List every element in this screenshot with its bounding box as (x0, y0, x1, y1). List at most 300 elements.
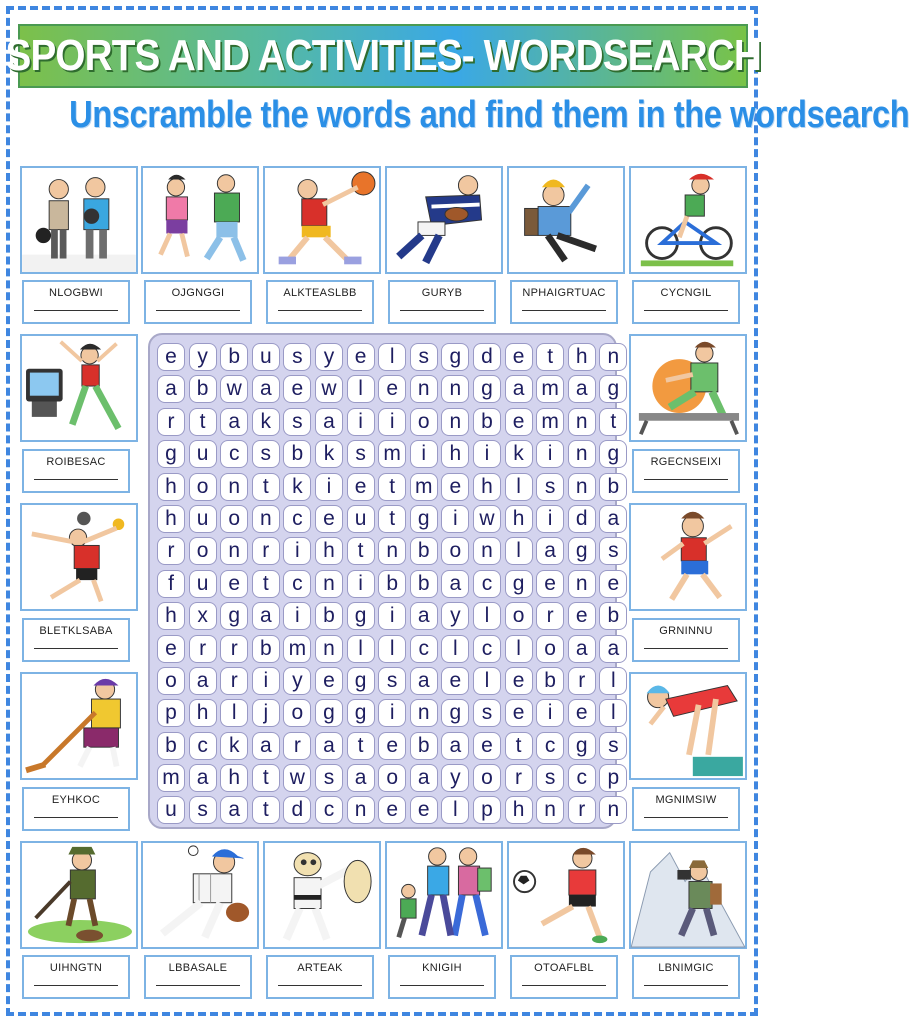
letter-cell[interactable]: a (410, 764, 438, 792)
scrambled-word: OTOAFLBL (534, 962, 594, 974)
letter-cell[interactable]: s (410, 343, 438, 371)
letter-cell[interactable]: c (410, 635, 438, 663)
letter-cell[interactable]: t (252, 796, 280, 824)
answer-line[interactable] (34, 479, 117, 480)
letter-cell[interactable]: r (568, 796, 596, 824)
hockey-picture (20, 672, 138, 780)
letter-cell[interactable]: n (252, 505, 280, 533)
letter-cell[interactable]: b (378, 570, 406, 598)
letter-cell[interactable]: u (347, 505, 375, 533)
letter-cell[interactable]: h (473, 473, 501, 501)
clue-label (632, 787, 740, 831)
letter-cell[interactable]: o (157, 667, 185, 695)
letter-cell[interactable]: e (378, 732, 406, 760)
clue-label (22, 618, 130, 662)
letter-cell[interactable]: u (252, 343, 280, 371)
letter-cell[interactable]: c (473, 635, 501, 663)
letter-cell[interactable]: o (378, 764, 406, 792)
scrambled-word: RGECNSEIXI (650, 456, 722, 468)
letter-cell[interactable]: i (410, 440, 438, 468)
letter-cell[interactable]: b (252, 635, 280, 663)
letter-cell[interactable]: a (599, 505, 627, 533)
letter-cell[interactable]: h (220, 764, 248, 792)
scrambled-word: NLOGBWI (48, 287, 104, 299)
climbing-picture (629, 841, 747, 949)
scrambled-word: EYHKOC (51, 794, 101, 806)
letter-cell[interactable]: s (599, 732, 627, 760)
scrambled-word: GURYB (421, 287, 463, 299)
letter-cell[interactable]: h (189, 699, 217, 727)
karate-picture (263, 841, 381, 949)
letter-cell[interactable]: b (189, 375, 217, 403)
letter-cell[interactable]: i (252, 667, 280, 695)
letter-cell[interactable]: t (347, 732, 375, 760)
letter-cell[interactable]: c (315, 796, 343, 824)
letter-cell[interactable]: r (536, 602, 564, 630)
letter-cell[interactable]: m (536, 408, 564, 436)
letter-cell[interactable]: e (568, 699, 596, 727)
letter-cell[interactable]: h (505, 796, 533, 824)
letter-cell[interactable]: g (441, 699, 469, 727)
letter-cell[interactable]: m (536, 375, 564, 403)
letter-cell[interactable]: g (599, 440, 627, 468)
letter-cell[interactable]: a (220, 408, 248, 436)
letter-cell[interactable]: y (441, 764, 469, 792)
answer-line[interactable] (34, 985, 117, 986)
scrambled-word: KNIGIH (422, 962, 462, 974)
letter-cell[interactable]: t (378, 505, 406, 533)
letter-cell[interactable]: e (347, 473, 375, 501)
letter-cell[interactable]: a (220, 796, 248, 824)
clue-label (22, 449, 130, 493)
letter-cell[interactable]: l (347, 635, 375, 663)
letter-cell[interactable]: y (283, 667, 311, 695)
letter-cell[interactable]: o (473, 764, 501, 792)
letter-cell[interactable]: o (189, 537, 217, 565)
letter-cell[interactable]: n (220, 537, 248, 565)
letter-cell[interactable]: g (505, 570, 533, 598)
hunting-picture (20, 841, 138, 949)
letter-cell[interactable]: a (157, 375, 185, 403)
letter-cell[interactable]: y (441, 602, 469, 630)
letter-cell[interactable]: n (378, 537, 406, 565)
swimming-picture (629, 672, 747, 780)
letter-cell[interactable]: n (441, 408, 469, 436)
letter-cell[interactable]: d (473, 343, 501, 371)
letter-cell[interactable]: i (473, 440, 501, 468)
letter-cell[interactable]: w (220, 375, 248, 403)
letter-cell[interactable]: u (189, 570, 217, 598)
answer-line[interactable] (156, 985, 239, 986)
letter-cell[interactable]: g (157, 440, 185, 468)
letter-cell[interactable]: b (283, 440, 311, 468)
letter-cell[interactable]: o (410, 408, 438, 436)
letter-cell[interactable]: i (315, 473, 343, 501)
letter-cell[interactable]: l (505, 473, 533, 501)
clue-label (266, 280, 374, 324)
letter-cell[interactable]: a (347, 764, 375, 792)
letter-cell[interactable]: l (473, 602, 501, 630)
letter-cell[interactable]: t (378, 473, 406, 501)
letter-cell[interactable]: b (315, 602, 343, 630)
letter-cell[interactable]: n (315, 570, 343, 598)
letter-cell[interactable]: h (505, 505, 533, 533)
letter-cell[interactable]: a (568, 375, 596, 403)
letter-cell[interactable]: k (283, 473, 311, 501)
letter-cell[interactable]: t (347, 537, 375, 565)
letter-cell[interactable]: g (347, 602, 375, 630)
letter-cell[interactable]: l (599, 667, 627, 695)
letter-cell[interactable]: i (441, 505, 469, 533)
letter-cell[interactable]: t (252, 473, 280, 501)
letter-cell[interactable]: y (189, 343, 217, 371)
letter-cell[interactable]: s (536, 473, 564, 501)
answer-line[interactable] (522, 985, 605, 986)
letter-cell[interactable]: n (315, 635, 343, 663)
letter-cell[interactable]: a (189, 764, 217, 792)
basketball-picture (263, 166, 381, 274)
letter-cell[interactable]: w (283, 764, 311, 792)
letter-cell[interactable]: h (441, 440, 469, 468)
letter-cell[interactable]: l (505, 537, 533, 565)
letter-cell[interactable]: g (220, 602, 248, 630)
letter-cell[interactable]: l (473, 667, 501, 695)
clue-label (22, 787, 130, 831)
bowling-picture (20, 166, 138, 274)
instructions: Unscramble the words and find them in the wordsearch (69, 94, 909, 136)
answer-line[interactable] (34, 817, 117, 818)
letter-cell[interactable]: e (505, 343, 533, 371)
letter-cell[interactable]: f (157, 570, 185, 598)
letter-cell[interactable]: l (378, 343, 406, 371)
letter-cell[interactable]: k (220, 732, 248, 760)
letter-cell[interactable]: i (536, 699, 564, 727)
letter-cell[interactable]: p (473, 796, 501, 824)
clue-label (510, 280, 618, 324)
letter-cell[interactable]: s (599, 537, 627, 565)
letter-cell[interactable]: i (378, 602, 406, 630)
letter-cell[interactable]: h (157, 505, 185, 533)
clue-label (632, 280, 740, 324)
answer-line[interactable] (400, 985, 483, 986)
letter-cell[interactable]: m (283, 635, 311, 663)
letter-cell[interactable]: k (505, 440, 533, 468)
letter-cell[interactable]: d (283, 796, 311, 824)
letter-cell[interactable]: a (599, 635, 627, 663)
letter-cell[interactable]: a (189, 667, 217, 695)
answer-line[interactable] (34, 310, 117, 311)
scrambled-word: LBBASALE (168, 962, 228, 974)
letter-cell[interactable]: a (315, 732, 343, 760)
clue-label (22, 280, 130, 324)
letter-cell[interactable]: n (473, 537, 501, 565)
letter-cell[interactable]: e (599, 570, 627, 598)
letter-cell[interactable]: i (347, 570, 375, 598)
letter-cell[interactable]: e (505, 667, 533, 695)
letter-cell[interactable]: h (315, 537, 343, 565)
letter-cell[interactable]: e (441, 473, 469, 501)
letter-cell[interactable]: e (157, 635, 185, 663)
jogging-picture (141, 166, 259, 274)
letter-cell[interactable]: l (220, 699, 248, 727)
letter-cell[interactable]: a (410, 667, 438, 695)
letter-cell[interactable]: l (599, 699, 627, 727)
letter-cell[interactable]: a (252, 602, 280, 630)
letter-cell[interactable]: o (189, 473, 217, 501)
letter-cell[interactable]: p (599, 764, 627, 792)
letter-cell[interactable]: i (347, 408, 375, 436)
letter-cell[interactable]: o (505, 602, 533, 630)
scrambled-word: LBNIMGIC (658, 962, 714, 974)
letter-cell[interactable]: b (599, 602, 627, 630)
letter-cell[interactable]: b (220, 343, 248, 371)
letter-cell[interactable]: u (189, 440, 217, 468)
scrambled-word: MGNIMSIW (655, 794, 717, 806)
scrambled-word: BLETKLSABA (39, 625, 113, 637)
letter-cell[interactable]: e (378, 796, 406, 824)
letter-cell[interactable]: h (157, 602, 185, 630)
letter-cell[interactable]: g (599, 375, 627, 403)
letter-cell[interactable]: b (473, 408, 501, 436)
letter-cell[interactable]: a (315, 408, 343, 436)
letter-cell[interactable]: g (568, 732, 596, 760)
letter-cell[interactable]: s (347, 440, 375, 468)
letter-cell[interactable]: e (315, 667, 343, 695)
letter-cell[interactable]: e (568, 602, 596, 630)
letter-cell[interactable]: r (505, 764, 533, 792)
letter-cell[interactable]: o (283, 699, 311, 727)
letter-cell[interactable]: n (410, 699, 438, 727)
letter-grid (156, 341, 630, 827)
letter-cell[interactable]: n (568, 408, 596, 436)
letter-cell[interactable]: s (378, 667, 406, 695)
letter-cell[interactable]: s (189, 796, 217, 824)
letter-cell[interactable]: k (252, 408, 280, 436)
letter-cell[interactable]: a (410, 602, 438, 630)
baseball-picture (141, 841, 259, 949)
answer-line[interactable] (400, 310, 483, 311)
letter-cell[interactable]: a (441, 732, 469, 760)
answer-line[interactable] (644, 648, 727, 649)
letter-cell[interactable]: b (410, 537, 438, 565)
letter-cell[interactable]: s (315, 764, 343, 792)
letter-cell[interactable]: l (505, 635, 533, 663)
letter-cell[interactable]: u (189, 505, 217, 533)
letter-cell[interactable]: g (347, 699, 375, 727)
letter-cell[interactable]: e (410, 796, 438, 824)
letter-cell[interactable]: c (220, 440, 248, 468)
letter-cell[interactable]: m (157, 764, 185, 792)
scrambled-word: ROIBESAC (46, 456, 106, 468)
letter-cell[interactable]: t (252, 570, 280, 598)
aerobics-picture (20, 334, 138, 442)
letter-cell[interactable]: s (473, 699, 501, 727)
hiking-picture (385, 841, 503, 949)
letter-cell[interactable]: y (315, 343, 343, 371)
letter-cell[interactable]: o (536, 635, 564, 663)
letter-cell[interactable]: e (505, 408, 533, 436)
exercising-picture (629, 334, 747, 442)
letter-cell[interactable]: r (283, 732, 311, 760)
letter-cell[interactable]: c (189, 732, 217, 760)
clue-label (632, 618, 740, 662)
letter-cell[interactable]: m (410, 473, 438, 501)
letter-cell[interactable]: g (315, 699, 343, 727)
scrambled-word: ALKTEASLBB (283, 287, 357, 299)
letter-cell[interactable]: j (252, 699, 280, 727)
scrambled-word: ARTEAK (297, 962, 343, 974)
answer-line[interactable] (278, 310, 361, 311)
answer-line[interactable] (644, 310, 727, 311)
letter-cell[interactable]: g (410, 505, 438, 533)
scrambled-word: GRNINNU (659, 625, 713, 637)
answer-line[interactable] (644, 817, 727, 818)
letter-cell[interactable]: n (441, 375, 469, 403)
letter-cell[interactable]: l (378, 635, 406, 663)
letter-cell[interactable]: n (568, 440, 596, 468)
letter-cell[interactable]: t (189, 408, 217, 436)
letter-cell[interactable]: t (252, 764, 280, 792)
letter-cell[interactable]: t (536, 343, 564, 371)
letter-cell[interactable]: e (505, 699, 533, 727)
letter-cell[interactable]: g (473, 375, 501, 403)
letter-cell[interactable]: h (568, 343, 596, 371)
letter-cell[interactable]: e (536, 570, 564, 598)
letter-cell[interactable]: n (599, 796, 627, 824)
letter-cell[interactable]: h (157, 473, 185, 501)
letter-cell[interactable]: c (283, 505, 311, 533)
answer-line[interactable] (644, 985, 727, 986)
answer-line[interactable] (278, 985, 361, 986)
letter-cell[interactable]: u (157, 796, 185, 824)
wordsearch-grid (148, 333, 620, 829)
letter-cell[interactable]: s (536, 764, 564, 792)
title-banner (5, 24, 761, 88)
letter-cell[interactable]: i (536, 505, 564, 533)
letter-cell[interactable]: b (599, 473, 627, 501)
scrambled-word: OJGNGGI (171, 287, 225, 299)
letter-cell[interactable]: e (347, 343, 375, 371)
letter-cell[interactable]: a (568, 635, 596, 663)
clue-label (144, 955, 252, 999)
letter-cell[interactable]: e (473, 732, 501, 760)
letter-cell[interactable]: e (283, 375, 311, 403)
letter-cell[interactable]: x (189, 602, 217, 630)
rugby-picture (385, 166, 503, 274)
letter-cell[interactable]: r (220, 667, 248, 695)
letter-cell[interactable]: g (568, 537, 596, 565)
letter-cell[interactable]: n (568, 570, 596, 598)
scrambled-word: NPHAIGRTUAC (522, 287, 606, 299)
letter-cell[interactable]: c (536, 732, 564, 760)
letter-cell[interactable]: i (536, 440, 564, 468)
letter-cell[interactable]: o (220, 505, 248, 533)
letter-cell[interactable]: o (441, 537, 469, 565)
letter-cell[interactable]: a (252, 732, 280, 760)
letter-cell[interactable]: c (473, 570, 501, 598)
letter-cell[interactable]: e (441, 667, 469, 695)
letter-cell[interactable]: n (536, 796, 564, 824)
scrambled-word: CYCNGIL (660, 287, 712, 299)
letter-cell[interactable]: e (157, 343, 185, 371)
basketball-picture (20, 503, 138, 611)
letter-cell[interactable]: e (220, 570, 248, 598)
letter-cell[interactable]: l (441, 796, 469, 824)
cycling-picture (629, 166, 747, 274)
letter-cell[interactable]: r (252, 537, 280, 565)
letter-cell[interactable]: t (505, 732, 533, 760)
clue-label (632, 955, 740, 999)
answer-line[interactable] (34, 648, 117, 649)
letter-cell[interactable]: s (283, 408, 311, 436)
letter-cell[interactable]: s (283, 343, 311, 371)
answer-line[interactable] (522, 310, 605, 311)
letter-cell[interactable]: r (157, 408, 185, 436)
letter-cell[interactable]: e (378, 375, 406, 403)
running-picture (629, 503, 747, 611)
letter-cell[interactable]: l (347, 375, 375, 403)
answer-line[interactable] (156, 310, 239, 311)
letter-cell[interactable]: i (378, 699, 406, 727)
letter-cell[interactable]: w (473, 505, 501, 533)
clue-label (22, 955, 130, 999)
letter-cell[interactable]: r (189, 635, 217, 663)
clue-label (388, 955, 496, 999)
letter-cell[interactable]: n (220, 473, 248, 501)
clue-label (388, 280, 496, 324)
letter-cell[interactable]: r (568, 667, 596, 695)
letter-cell[interactable]: i (283, 602, 311, 630)
letter-cell[interactable]: a (505, 375, 533, 403)
letter-cell[interactable]: a (536, 537, 564, 565)
letter-cell[interactable]: c (568, 764, 596, 792)
letter-cell[interactable]: r (220, 635, 248, 663)
letter-cell[interactable]: n (599, 343, 627, 371)
letter-cell[interactable]: n (410, 375, 438, 403)
clue-label (144, 280, 252, 324)
page-title: SPORTS AND ACTIVITIES- WORDSEARCH (5, 31, 761, 80)
letter-cell[interactable]: i (378, 408, 406, 436)
letter-cell[interactable]: r (157, 537, 185, 565)
letter-cell[interactable]: s (252, 440, 280, 468)
letter-cell[interactable]: p (157, 699, 185, 727)
letter-cell[interactable]: n (568, 473, 596, 501)
letter-cell[interactable]: b (410, 732, 438, 760)
answer-line[interactable] (644, 479, 727, 480)
letter-cell[interactable]: l (441, 635, 469, 663)
letter-cell[interactable]: b (536, 667, 564, 695)
letter-cell[interactable]: w (315, 375, 343, 403)
letter-cell[interactable]: i (283, 537, 311, 565)
clue-label (266, 955, 374, 999)
letter-cell[interactable]: e (315, 505, 343, 533)
letter-cell[interactable]: g (347, 667, 375, 695)
parachuting-picture (507, 166, 625, 274)
letter-cell[interactable]: a (441, 570, 469, 598)
football-picture (507, 841, 625, 949)
letter-cell[interactable]: k (315, 440, 343, 468)
scrambled-word: UIHNGTN (49, 962, 103, 974)
letter-cell[interactable]: t (599, 408, 627, 436)
letter-cell[interactable]: n (347, 796, 375, 824)
letter-cell[interactable]: a (252, 375, 280, 403)
letter-cell[interactable]: d (568, 505, 596, 533)
letter-cell[interactable]: m (378, 440, 406, 468)
letter-cell[interactable]: g (441, 343, 469, 371)
letter-cell[interactable]: c (283, 570, 311, 598)
letter-cell[interactable]: b (410, 570, 438, 598)
letter-cell[interactable]: b (157, 732, 185, 760)
